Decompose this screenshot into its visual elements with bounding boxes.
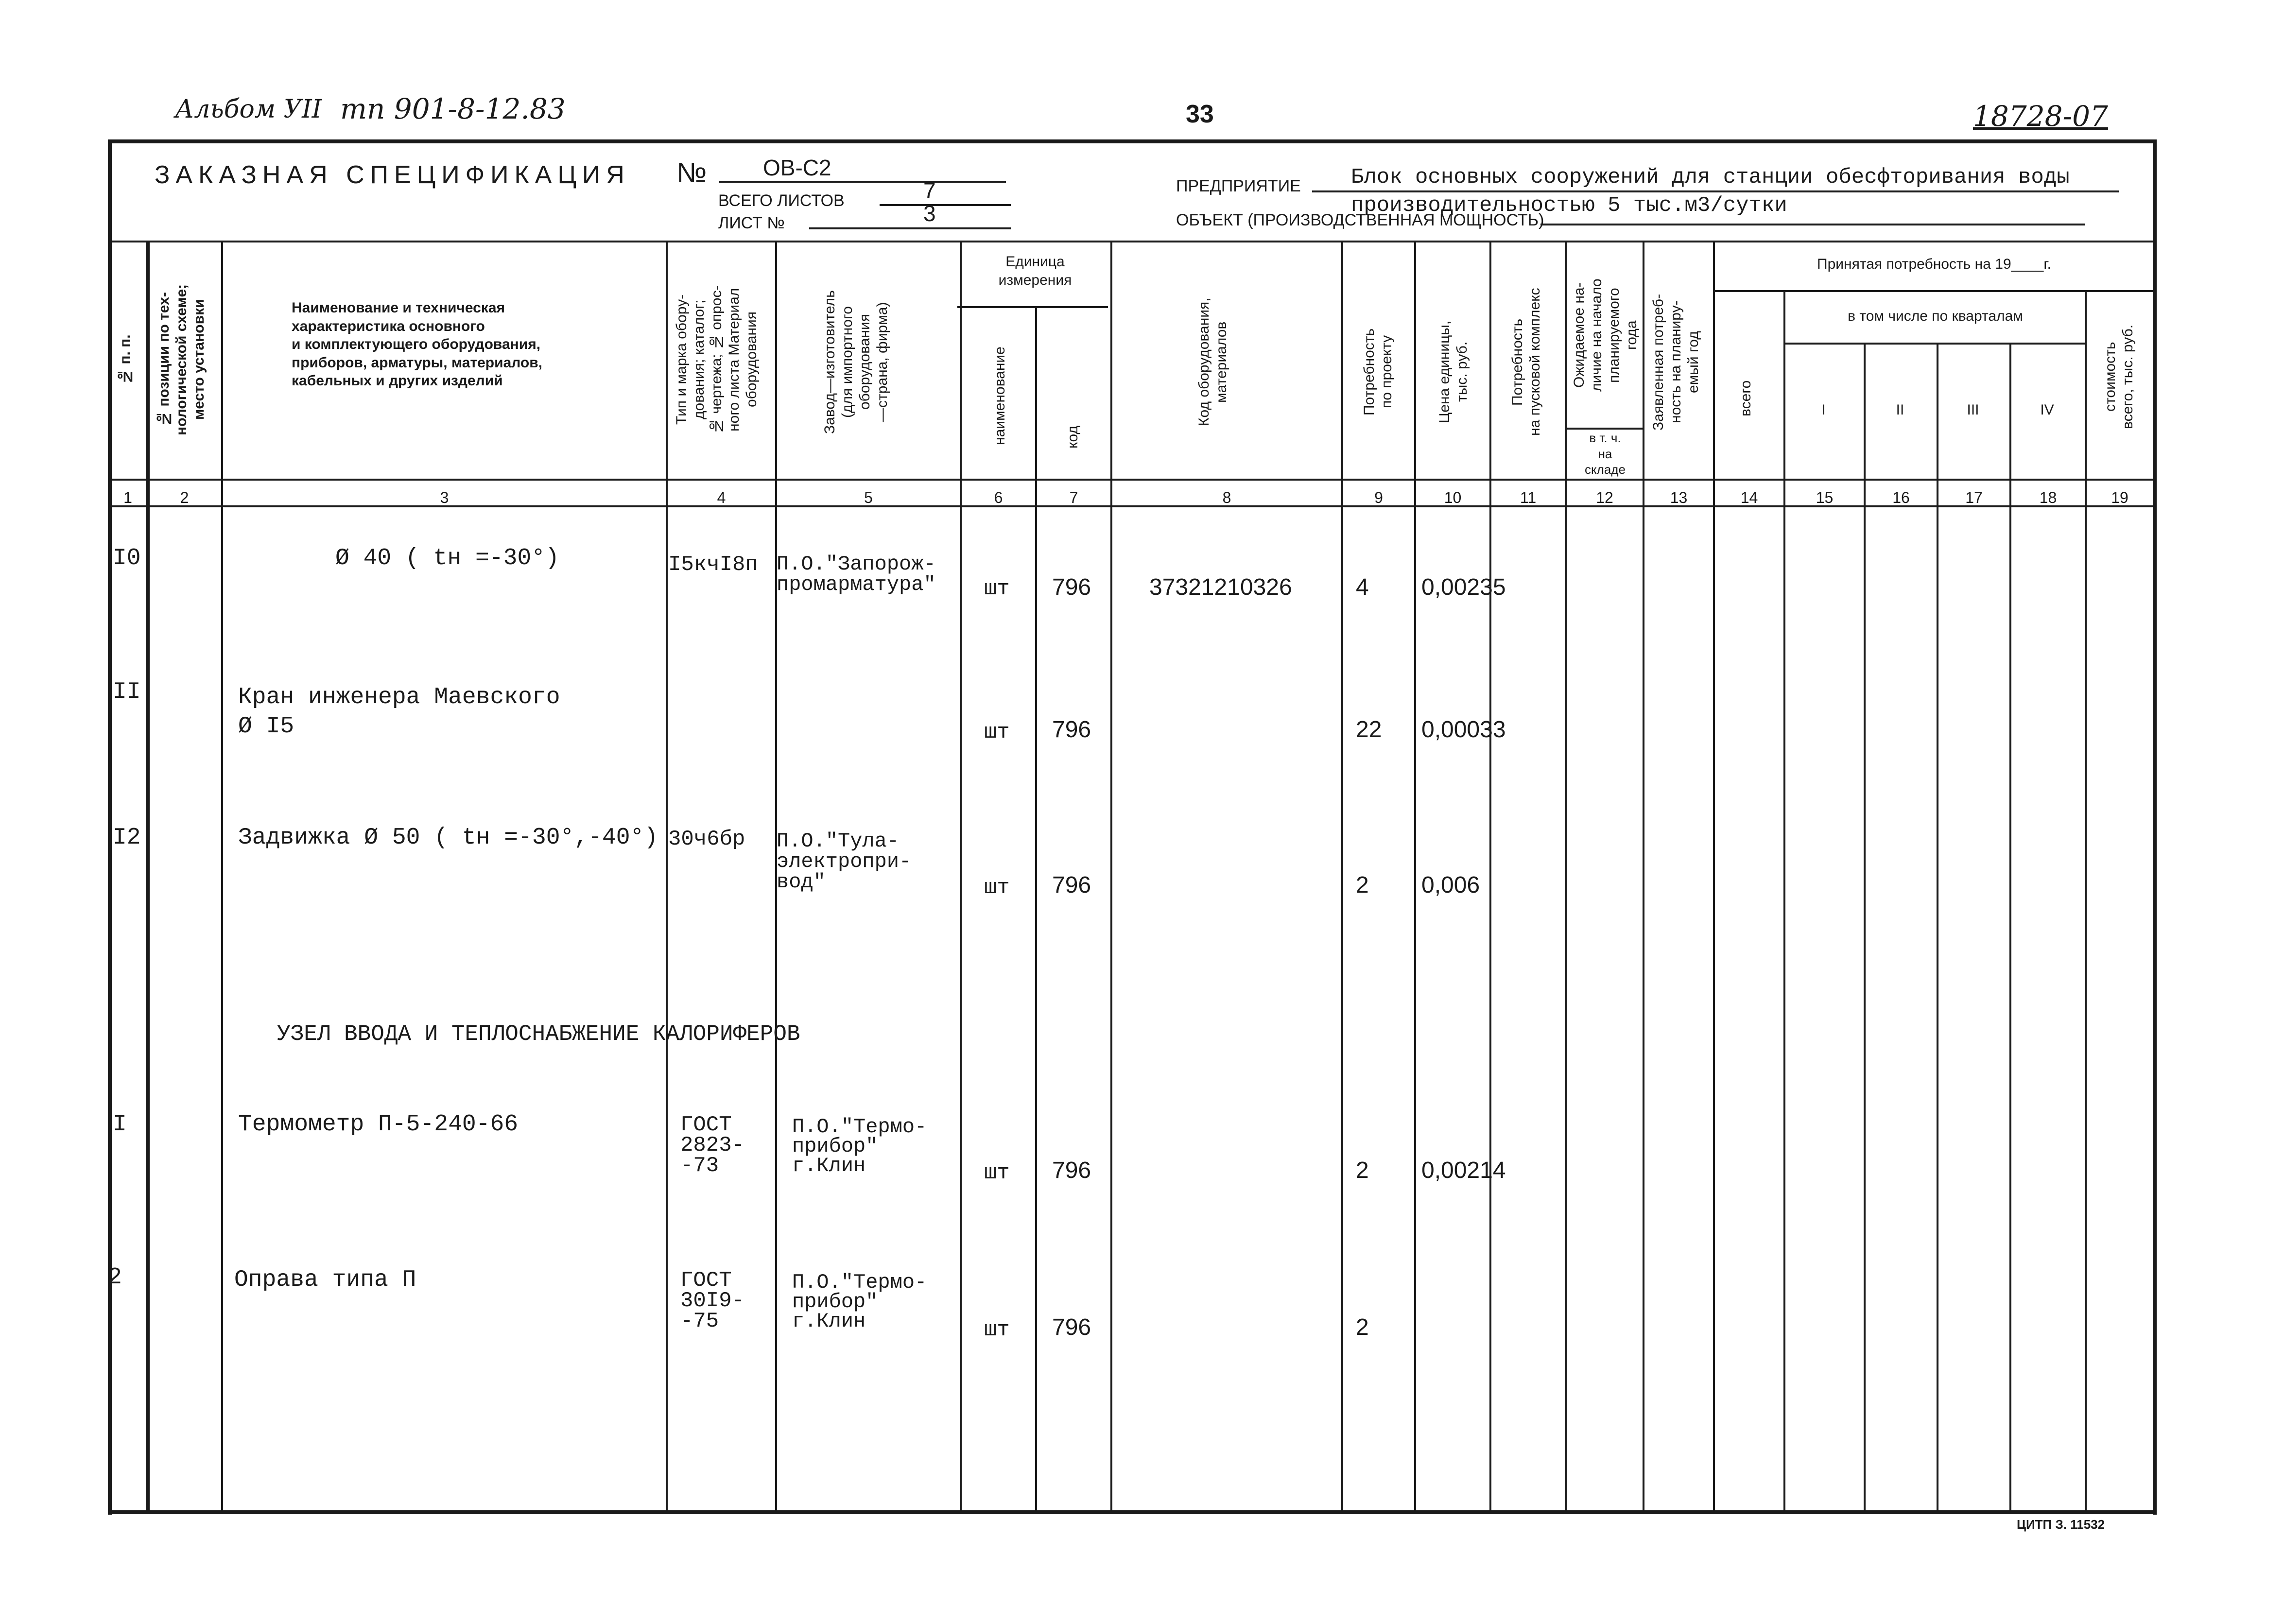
row-4-unit: шт: [984, 1161, 1010, 1185]
row-3-unit: шт: [984, 876, 1010, 900]
row-4-qty: 2: [1356, 1158, 1369, 1183]
sheet-underline: [809, 227, 1011, 229]
row-4-type: ГОСТ 2823- -73: [680, 1113, 745, 1178]
col-line-10: [1489, 241, 1491, 1514]
form-title: ЗАКАЗНАЯ СПЕЦИФИКАЦИЯ: [155, 161, 630, 189]
col-number-3: 3: [440, 489, 449, 506]
row-5-unit: шт: [984, 1318, 1010, 1342]
col-line-12: [1643, 241, 1644, 1514]
row-5-qty: 2: [1356, 1314, 1369, 1340]
col-line-14: [1783, 290, 1785, 1514]
quarter-1-header: I: [1821, 402, 1826, 418]
quarter-2-header: II: [1896, 402, 1904, 418]
col-header-7: код: [1065, 426, 1081, 449]
quarters-group-header: в том числе по кварталам: [1848, 308, 2023, 324]
col-number-6: 6: [994, 489, 1003, 506]
col-header-13: Заявленная потреб- ность на планиру- емый год: [1650, 294, 1701, 431]
row-3-type: 30ч6бр: [668, 827, 745, 851]
col-header-3: Наименование и техническая характеристика основного и комплектующего оборудования, приборов, арматуры, материалов, кабельных и других изделий: [292, 300, 543, 389]
col-line-9: [1414, 241, 1416, 1514]
frame-inner-left: [146, 241, 150, 1514]
frame-left: [108, 139, 112, 1515]
col-number-14: 14: [1740, 489, 1758, 506]
total-sheets-label: ВСЕГО ЛИСТОВ: [718, 191, 845, 210]
accepted-group-line: [1713, 290, 2153, 292]
col-number-10: 10: [1444, 489, 1462, 506]
row-3-maker: П.О."Тула- электропри- вод": [777, 829, 912, 894]
total-sheets-underline: [880, 204, 1011, 206]
quarter-4-header: IV: [2040, 402, 2054, 418]
row-4-name: Термометр П-5-240-66: [238, 1111, 519, 1138]
form-number-value: ОВ-С2: [763, 155, 831, 180]
row-4-maker: П.О."Термо- прибор" г.Клин: [792, 1115, 927, 1177]
col-number-9: 9: [1374, 489, 1383, 506]
col-line-13: [1713, 241, 1715, 1514]
quarter-3-header: III: [1967, 402, 1979, 418]
form-number-label: №: [676, 157, 707, 189]
col-line-17: [2009, 343, 2011, 1514]
col-line-16: [1937, 343, 1938, 1514]
row-3-unit-code: 796: [1052, 872, 1091, 898]
col-number-5: 5: [864, 489, 873, 506]
row-2-name: Кран инженера Маевского Ø I5: [238, 684, 560, 740]
row-5-number: 2: [108, 1264, 122, 1291]
col-number-18: 18: [2039, 489, 2057, 506]
row-5-unit-code: 796: [1052, 1314, 1091, 1340]
row-2-number: II: [113, 679, 141, 705]
col-header-19: стоимость всего, тыс. руб.: [2102, 324, 2136, 429]
col-line-3: [666, 241, 668, 1514]
row-2-price: 0,00033: [1421, 717, 1506, 743]
object-underline: [1540, 224, 2085, 225]
col-line-6: [1035, 306, 1037, 1514]
row-1-number: I0: [113, 545, 141, 571]
row-3-name: Задвижка Ø 50 ( tн =-30°,-40°): [238, 825, 658, 851]
row-1-name: Ø 40 ( tн =-30°): [335, 545, 559, 571]
col-number-16: 16: [1892, 489, 1910, 506]
col-header-11: Потребность на пусковой комплекс: [1509, 288, 1543, 436]
enterprise-underline: [1312, 190, 2119, 192]
total-sheets-value: 7: [923, 178, 936, 203]
col-number-12: 12: [1596, 489, 1613, 506]
row-4-unit-code: 796: [1052, 1158, 1091, 1183]
col-header-9: Потребность по проекту: [1361, 328, 1395, 415]
project-code: тп 901-8-12.83: [340, 92, 566, 125]
frame-form-divider: [108, 241, 2155, 242]
col-number-19: 19: [2111, 489, 2128, 506]
col-line-11: [1565, 241, 1567, 1514]
frame-top: [108, 139, 2155, 143]
col-header-12: Ожидаемое на- личие на начало планируемого года: [1571, 278, 1640, 392]
unit-group-header: Единица измерения: [998, 254, 1072, 288]
c12-sub-line: [1567, 428, 1643, 430]
col-line-7: [1110, 241, 1112, 1514]
row-1-qty: 4: [1356, 574, 1369, 600]
row-1-maker: П.О."Запорож- промарматура": [777, 553, 936, 596]
col-line-18: [2085, 290, 2087, 1514]
reference-number: 18728-07: [1973, 100, 2108, 133]
col-number-11: 11: [1520, 489, 1537, 506]
row-1-type: I5кчI8п: [668, 553, 758, 577]
row-4-price: 0,00214: [1421, 1158, 1506, 1183]
row-1-unit-code: 796: [1052, 574, 1091, 600]
row-1-code: 37321210326: [1149, 574, 1292, 600]
row-5-type: ГОСТ 30I9- -75: [680, 1268, 745, 1333]
col-header-10: Цена единицы, тыс. руб.: [1436, 320, 1470, 423]
row-2-unit: шт: [984, 720, 1010, 744]
row-4-number: I: [113, 1111, 127, 1138]
col-number-13: 13: [1670, 489, 1688, 506]
row-3-qty: 2: [1356, 872, 1369, 898]
section-heading: УЗЕЛ ВВОДА И ТЕПЛОСНАБЖЕНИЕ КАЛОРИФЕРОВ: [277, 1021, 800, 1047]
enterprise-value: Блок основных сооружений для станции обесфторивания воды: [1351, 165, 2070, 190]
unit-group-line: [957, 306, 1108, 308]
frame-right: [2153, 139, 2157, 1515]
col-number-15: 15: [1816, 489, 1834, 506]
col-number-2: 2: [180, 489, 189, 506]
enterprise-label: ПРЕДПРИЯТИЕ: [1176, 177, 1301, 195]
col-number-4: 4: [717, 489, 726, 506]
col-number-7: 7: [1069, 489, 1078, 506]
row-1-price: 0,00235: [1421, 574, 1506, 600]
col-line-2: [221, 241, 223, 1514]
print-stamp: ЦИТП З. 11532: [2017, 1517, 2105, 1532]
col-number-17: 17: [1965, 489, 1983, 506]
row-2-unit-code: 796: [1052, 717, 1091, 743]
page-number: 33: [1186, 100, 1214, 128]
row-5-maker: П.О."Термо- прибор" г.Клин: [792, 1271, 927, 1333]
header-bottom-line: [108, 479, 2155, 481]
album-label: Альбом УII: [175, 95, 322, 124]
col-line-5: [960, 241, 962, 1514]
object-value: производительностью 5 тыс.м3/сутки: [1351, 193, 1787, 218]
accepted-group-header: Принятая потребность на 19____г.: [1817, 256, 2051, 272]
sheet-label: ЛИСТ №: [718, 214, 785, 232]
frame-bottom: [108, 1510, 2157, 1514]
object-label: ОБЪЕКТ (ПРОИЗВОДСТВЕННАЯ МОЩНОСТЬ): [1176, 211, 1544, 229]
col-header-2: № позиции по тех- нологической схеме; место установки: [156, 284, 207, 435]
row-3-number: I2: [113, 825, 141, 851]
row-3-price: 0,006: [1421, 872, 1480, 898]
col-number-8: 8: [1222, 489, 1231, 506]
col-header-4: Тип и марка обору- дования; каталог; № чертежа; № опрос- ного листа Материал оборудования: [674, 285, 760, 434]
col-header-8: Код оборудования, материалов: [1196, 297, 1229, 427]
row-1-unit: шт: [984, 577, 1010, 601]
form-number-underline: [719, 181, 1006, 183]
col-header-12-sub: в т. ч. на складе: [1585, 431, 1626, 477]
sheet-value: 3: [923, 201, 936, 226]
col-line-15: [1864, 343, 1866, 1514]
row-2-qty: 22: [1356, 717, 1382, 743]
col-header-1: № п. п.: [117, 334, 133, 385]
quarters-group-line: [1783, 343, 2085, 345]
col-header-5: Завод—изготовитель (для импортного оборудования —страна, фирма): [822, 290, 890, 434]
col-header-6: наименование: [992, 346, 1008, 446]
col-line-8: [1341, 241, 1343, 1514]
col-header-14: всего: [1738, 380, 1754, 417]
row-5-name: Оправа типа П: [234, 1267, 416, 1293]
col-number-1: 1: [123, 489, 132, 506]
